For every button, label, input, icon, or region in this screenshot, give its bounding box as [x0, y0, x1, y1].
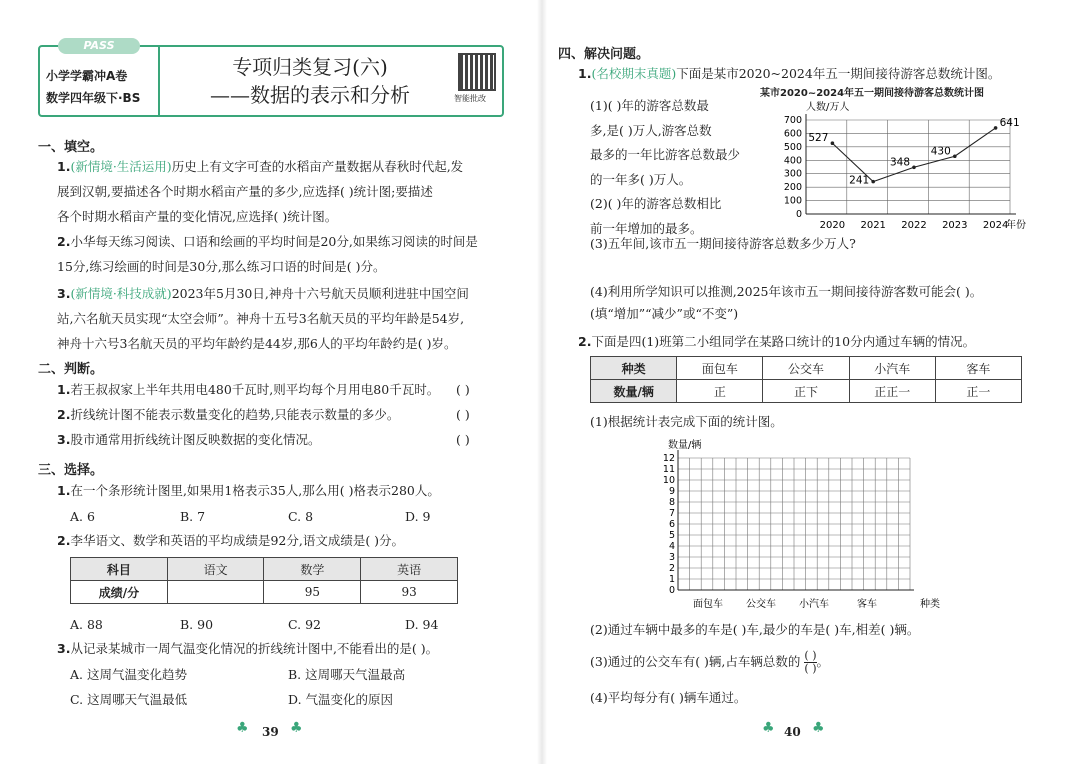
page-number: 39: [262, 725, 279, 739]
y-tick-label: 9: [668, 486, 675, 497]
y-tick-label: 2: [668, 563, 675, 574]
question-tag: (新情境·生活运用): [70, 159, 172, 174]
option[interactable]: D. 气温变化的原因: [288, 692, 394, 707]
option[interactable]: D. 9: [405, 509, 431, 524]
y-axis-label: 人数/万人: [806, 102, 850, 113]
question-text: 15分,练习绘画的时间是30分,那么练习口语的时间是( )分。: [57, 259, 386, 274]
y-tick-label: 500: [783, 141, 802, 153]
question-text: (4)平均每分有( )辆车通过。: [590, 690, 747, 705]
question-text: (2)通过车辆中最多的车是( )车,最少的车是( )车,相差( )辆。: [590, 622, 920, 637]
x-tick-label: 公交车: [746, 599, 776, 610]
answer-paren[interactable]: ( ): [456, 382, 470, 397]
x-tick-label: 2021: [860, 220, 886, 231]
table-cell: 面包车: [677, 357, 763, 380]
x-tick-label: 2023: [942, 220, 968, 231]
question-fill-1: [57, 154, 527, 229]
leaf-icon: ♣: [762, 720, 775, 736]
question-text: 。: [816, 654, 830, 669]
option[interactable]: D. 94: [405, 617, 439, 632]
page-number: 40: [784, 725, 801, 739]
x-axis-label: 种类: [920, 599, 940, 610]
page-title: [170, 53, 450, 109]
right-page: [548, 0, 1080, 764]
choice-1: [57, 483, 440, 499]
table-cell: 语文: [167, 558, 264, 581]
y-tick-label: 7: [668, 508, 675, 519]
question-number: 3.: [57, 641, 71, 656]
pass-logo: PASS: [58, 38, 140, 54]
table-cell: 成绩/分: [71, 581, 168, 604]
section-fill-in: 一、填空。: [38, 140, 104, 155]
y-tick-label: 8: [668, 497, 675, 508]
qr-code-icon[interactable]: [458, 53, 496, 91]
question-text: (4)利用所学知识可以推测,2025年该市五一期间接待游客数可能会( )。: [590, 284, 983, 299]
section-judge: 二、判断。: [38, 362, 104, 377]
question-tag: (名校期末真题): [591, 66, 677, 81]
title-line-1: 专项归类复习(六): [232, 55, 388, 79]
y-tick-label: 10: [662, 475, 675, 486]
table-cell: 科目: [71, 558, 168, 581]
option[interactable]: B. 这周哪天气温最高: [288, 667, 406, 682]
book-name: 数学四年级下·BS: [46, 91, 141, 105]
data-label: 430: [930, 145, 951, 158]
question-text: 历史上有文字可查的水稻亩产量数据从春秋时代起,发: [171, 159, 464, 174]
table-row: [591, 380, 1022, 403]
question-text: 下面是某市2020~2024年五一期间接待游客总数统计图。: [676, 66, 1001, 81]
table-cell: 小汽车: [849, 357, 935, 380]
table-cell: 英语: [361, 558, 458, 581]
question-number: 3.: [57, 286, 71, 301]
data-point: [912, 165, 916, 169]
problem-2: [578, 334, 975, 350]
leaf-icon: ♣: [812, 720, 825, 736]
visitor-line-chart: [760, 96, 1040, 236]
answer-paren[interactable]: ( ): [456, 432, 470, 447]
table-cell: 公交车: [763, 357, 849, 380]
question-text: 在一个条形统计图里,如果用1格表示35人,那么用( )格表示280人。: [70, 483, 440, 498]
option[interactable]: C. 92: [288, 617, 321, 632]
x-axis-label: 年份: [1006, 220, 1026, 231]
fraction-numerator: ( ): [804, 649, 817, 662]
page-header: [38, 39, 504, 117]
question-text: 2023年5月30日,神舟十六号航天员顺利进驻中国空间: [171, 286, 469, 301]
y-tick-label: 100: [783, 195, 802, 207]
qr-caption: 智能批改: [454, 94, 486, 103]
data-point: [953, 154, 957, 158]
table-cell: 正下: [763, 380, 849, 403]
option[interactable]: A. 这周气温变化趋势: [70, 667, 187, 682]
table-cell: 数量/辆: [591, 380, 677, 403]
question-text: (填“增加”“减少”或“不变”): [590, 306, 739, 321]
chart-title: 某市2020~2024年五一期间接待游客总数统计图: [760, 88, 985, 99]
table-cell[interactable]: [167, 581, 264, 604]
question-number: 2.: [57, 234, 71, 249]
question-text: 前一年增加的最多。: [590, 220, 703, 236]
x-tick-label: 客车: [857, 599, 877, 610]
y-axis-label: 数量/辆: [668, 440, 702, 451]
choice-2: [57, 533, 404, 549]
option[interactable]: C. 这周哪天气温最低: [70, 692, 188, 707]
x-tick-label: 2024: [982, 220, 1009, 231]
question-text: 小华每天练习阅读、口语和绘画的平均时间是20分,如果练习阅读的时间是: [70, 234, 478, 249]
x-tick-label: 2020: [819, 220, 846, 231]
question-number: 1.: [57, 159, 71, 174]
judge-2: [57, 407, 399, 423]
question-text: (1)根据统计表完成下面的统计图。: [590, 414, 783, 429]
section-problems: 四、解决问题。: [558, 47, 650, 62]
question-number: 1.: [57, 382, 71, 397]
question-text: 下面是四(1)班第二小组同学在某路口统计的10分内通过车辆的情况。: [591, 334, 976, 349]
question-text: 多,是( )万人,游客总数: [590, 122, 712, 138]
y-tick-label: 4: [668, 541, 675, 552]
judge-1: [57, 382, 439, 398]
y-tick-label: 0: [668, 585, 675, 596]
option[interactable]: B. 90: [180, 617, 214, 632]
table-cell: 正正一: [849, 380, 935, 403]
y-tick-label: 400: [783, 155, 802, 167]
question-text: 折线统计图不能表示数量变化的趋势,只能表示数量的多少。: [70, 407, 400, 422]
fraction-denominator: ( ): [804, 662, 817, 675]
fraction-blank[interactable]: [804, 650, 816, 675]
question-text: 最多的一年比游客总数最少: [590, 147, 741, 162]
option[interactable]: A. 88: [70, 617, 103, 632]
table-cell: 正一: [935, 380, 1021, 403]
question-text: 的一年多( )万人。: [590, 171, 692, 187]
series-name: 小学学霸冲A卷: [46, 69, 128, 83]
y-tick-label: 6: [668, 519, 675, 530]
title-line-2: ——数据的表示和分析: [210, 83, 410, 107]
problem-1-sub: [590, 94, 740, 241]
question-number: 2.: [57, 533, 71, 548]
y-tick-label: 300: [783, 168, 802, 180]
section-choice: 三、选择。: [38, 463, 104, 478]
y-tick-label: 11: [662, 464, 675, 475]
choice-3: [57, 641, 438, 657]
x-tick-label: 小汽车: [799, 599, 829, 610]
data-point: [871, 180, 875, 184]
question-text: 李华语文、数学和英语的平均成绩是92分,语文成绩是( )分。: [70, 533, 405, 548]
question-text: 股市通常用折线统计图反映数据的变化情况。: [70, 432, 321, 447]
x-tick-label: 面包车: [693, 599, 723, 610]
table-row: [71, 581, 458, 604]
y-tick-label: 200: [783, 182, 802, 194]
question-text: 各个时期水稻亩产量的变化情况,应选择( )统计图。: [57, 209, 338, 224]
y-tick-label: 0: [795, 209, 802, 220]
question-text: 展到汉朝,要描述各个时期水稻亩产量的多少,应选择( )统计图;要描述: [57, 184, 433, 199]
y-tick-label: 1: [668, 574, 675, 585]
question-text: (3)五年间,该市五一期间接待游客总数多少万人?: [590, 236, 856, 251]
question-fill-2: [57, 229, 527, 279]
question-number: 1.: [57, 483, 71, 498]
y-tick-label: 600: [783, 128, 802, 140]
leaf-icon: ♣: [290, 720, 303, 736]
question-fraction-line: [590, 648, 829, 676]
book-spine: [537, 0, 547, 764]
score-table: [70, 557, 458, 604]
y-tick-label: 700: [783, 115, 802, 126]
question-number: 2.: [57, 407, 71, 422]
data-label: 241: [849, 174, 870, 187]
table-row: [591, 357, 1022, 380]
question-text: 站,六名航天员实现“太空会师”。神舟十五号3名航天员的平均年龄是54岁,: [57, 311, 465, 326]
data-point: [994, 126, 998, 130]
question-fill-3: [57, 281, 527, 356]
table-cell: 数学: [264, 558, 361, 581]
question-text: (3)通过的公交车有( )辆,占车辆总数的: [590, 654, 801, 669]
data-label: 641: [999, 116, 1020, 129]
leaf-icon: ♣: [236, 720, 249, 736]
question-text: (2)( )年的游客总数相比: [590, 196, 722, 211]
question-text: 若王叔叔家上半年共用电480千瓦时,则平均每个月用电80千瓦时。: [70, 382, 440, 397]
answer-paren[interactable]: ( ): [456, 407, 470, 422]
problem-1: [578, 66, 1000, 82]
question-tag: (新情境·科技成就): [70, 286, 172, 301]
y-tick-label: 12: [662, 453, 675, 464]
table-cell: 93: [361, 581, 458, 604]
vehicle-bar-chart-grid[interactable]: [648, 436, 958, 614]
data-label: 527: [808, 132, 829, 145]
vehicle-table: [590, 356, 1022, 403]
question-number: 1.: [578, 66, 592, 81]
y-tick-label: 5: [668, 530, 675, 541]
data-point: [831, 141, 835, 145]
question-text: 神舟十六号3名航天员的平均年龄约是44岁,那6人的平均年龄约是( )岁。: [57, 336, 457, 351]
table-row: [71, 558, 458, 581]
option[interactable]: C. 8: [288, 509, 314, 524]
x-tick-label: 2022: [901, 220, 927, 231]
table-cell: 客车: [935, 357, 1021, 380]
question-text: 从记录某城市一周气温变化情况的折线统计图中,不能看出的是( )。: [70, 641, 439, 656]
data-label: 348: [889, 156, 910, 169]
table-cell: 正: [677, 380, 763, 403]
table-cell: 种类: [591, 357, 677, 380]
question-number: 3.: [57, 432, 71, 447]
question-number: 2.: [578, 334, 592, 349]
book-info: [40, 39, 160, 115]
option[interactable]: A. 6: [70, 509, 95, 524]
judge-3: [57, 432, 320, 448]
question-text: (1)( )年的游客总数最: [590, 98, 709, 113]
option[interactable]: B. 7: [180, 509, 206, 524]
y-tick-label: 3: [668, 552, 675, 563]
table-cell: 95: [264, 581, 361, 604]
